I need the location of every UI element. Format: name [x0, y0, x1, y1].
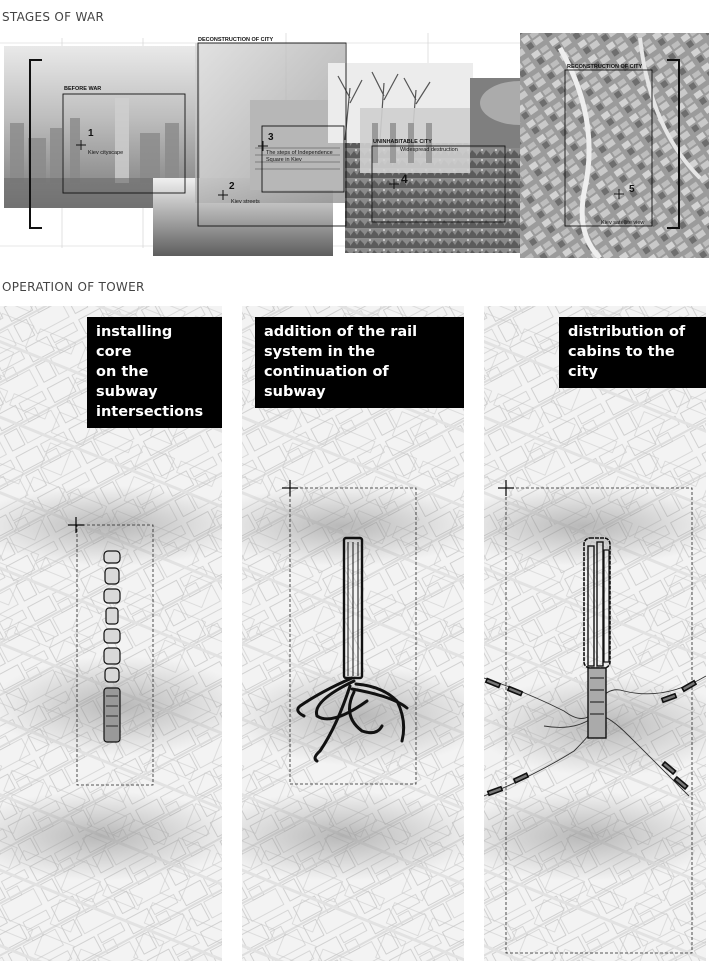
stage-1-number: 1 — [88, 128, 94, 139]
panel-cabin-distribution — [484, 306, 706, 961]
stage-2-heading: DECONSTRUCTION OF CITY — [198, 37, 274, 43]
stage-4-heading: UNINHABITABLE CITY — [373, 139, 432, 145]
stages-of-war-collage — [0, 28, 709, 268]
stage-5-heading: RECONSTRUCTION OF CITY — [567, 64, 643, 70]
panel-3-caption: distribution of cabins to the city — [559, 317, 706, 388]
panel-1-caption: installing core on the subway intersections — [87, 317, 222, 428]
stage-5-number: 5 — [629, 184, 635, 195]
stage-3-number: 3 — [268, 132, 274, 143]
stage-5-label: Kiev satellite view — [601, 220, 645, 226]
panel-3-map — [484, 306, 706, 961]
panel-installing-core — [0, 306, 222, 961]
stage-2-label: Kiev streets — [231, 199, 260, 205]
stages-of-war-title: STAGES OF WAR — [2, 10, 105, 24]
stage-4-label: Widespread destruction — [400, 147, 458, 153]
stage-3-label: The steps of Independence Square in Kiev — [266, 150, 333, 163]
operation-of-tower-title: OPERATION OF TOWER — [2, 280, 145, 294]
panel-rail-system — [242, 306, 464, 961]
stage-1-label: Kiev cityscape — [88, 150, 124, 156]
stage-4-number: 4 — [401, 172, 408, 186]
panel-2-caption: addition of the rail system in the continuation of subway — [255, 317, 464, 408]
stage-1-heading: BEFORE WAR — [64, 86, 102, 92]
stage-2-number: 2 — [229, 181, 235, 192]
